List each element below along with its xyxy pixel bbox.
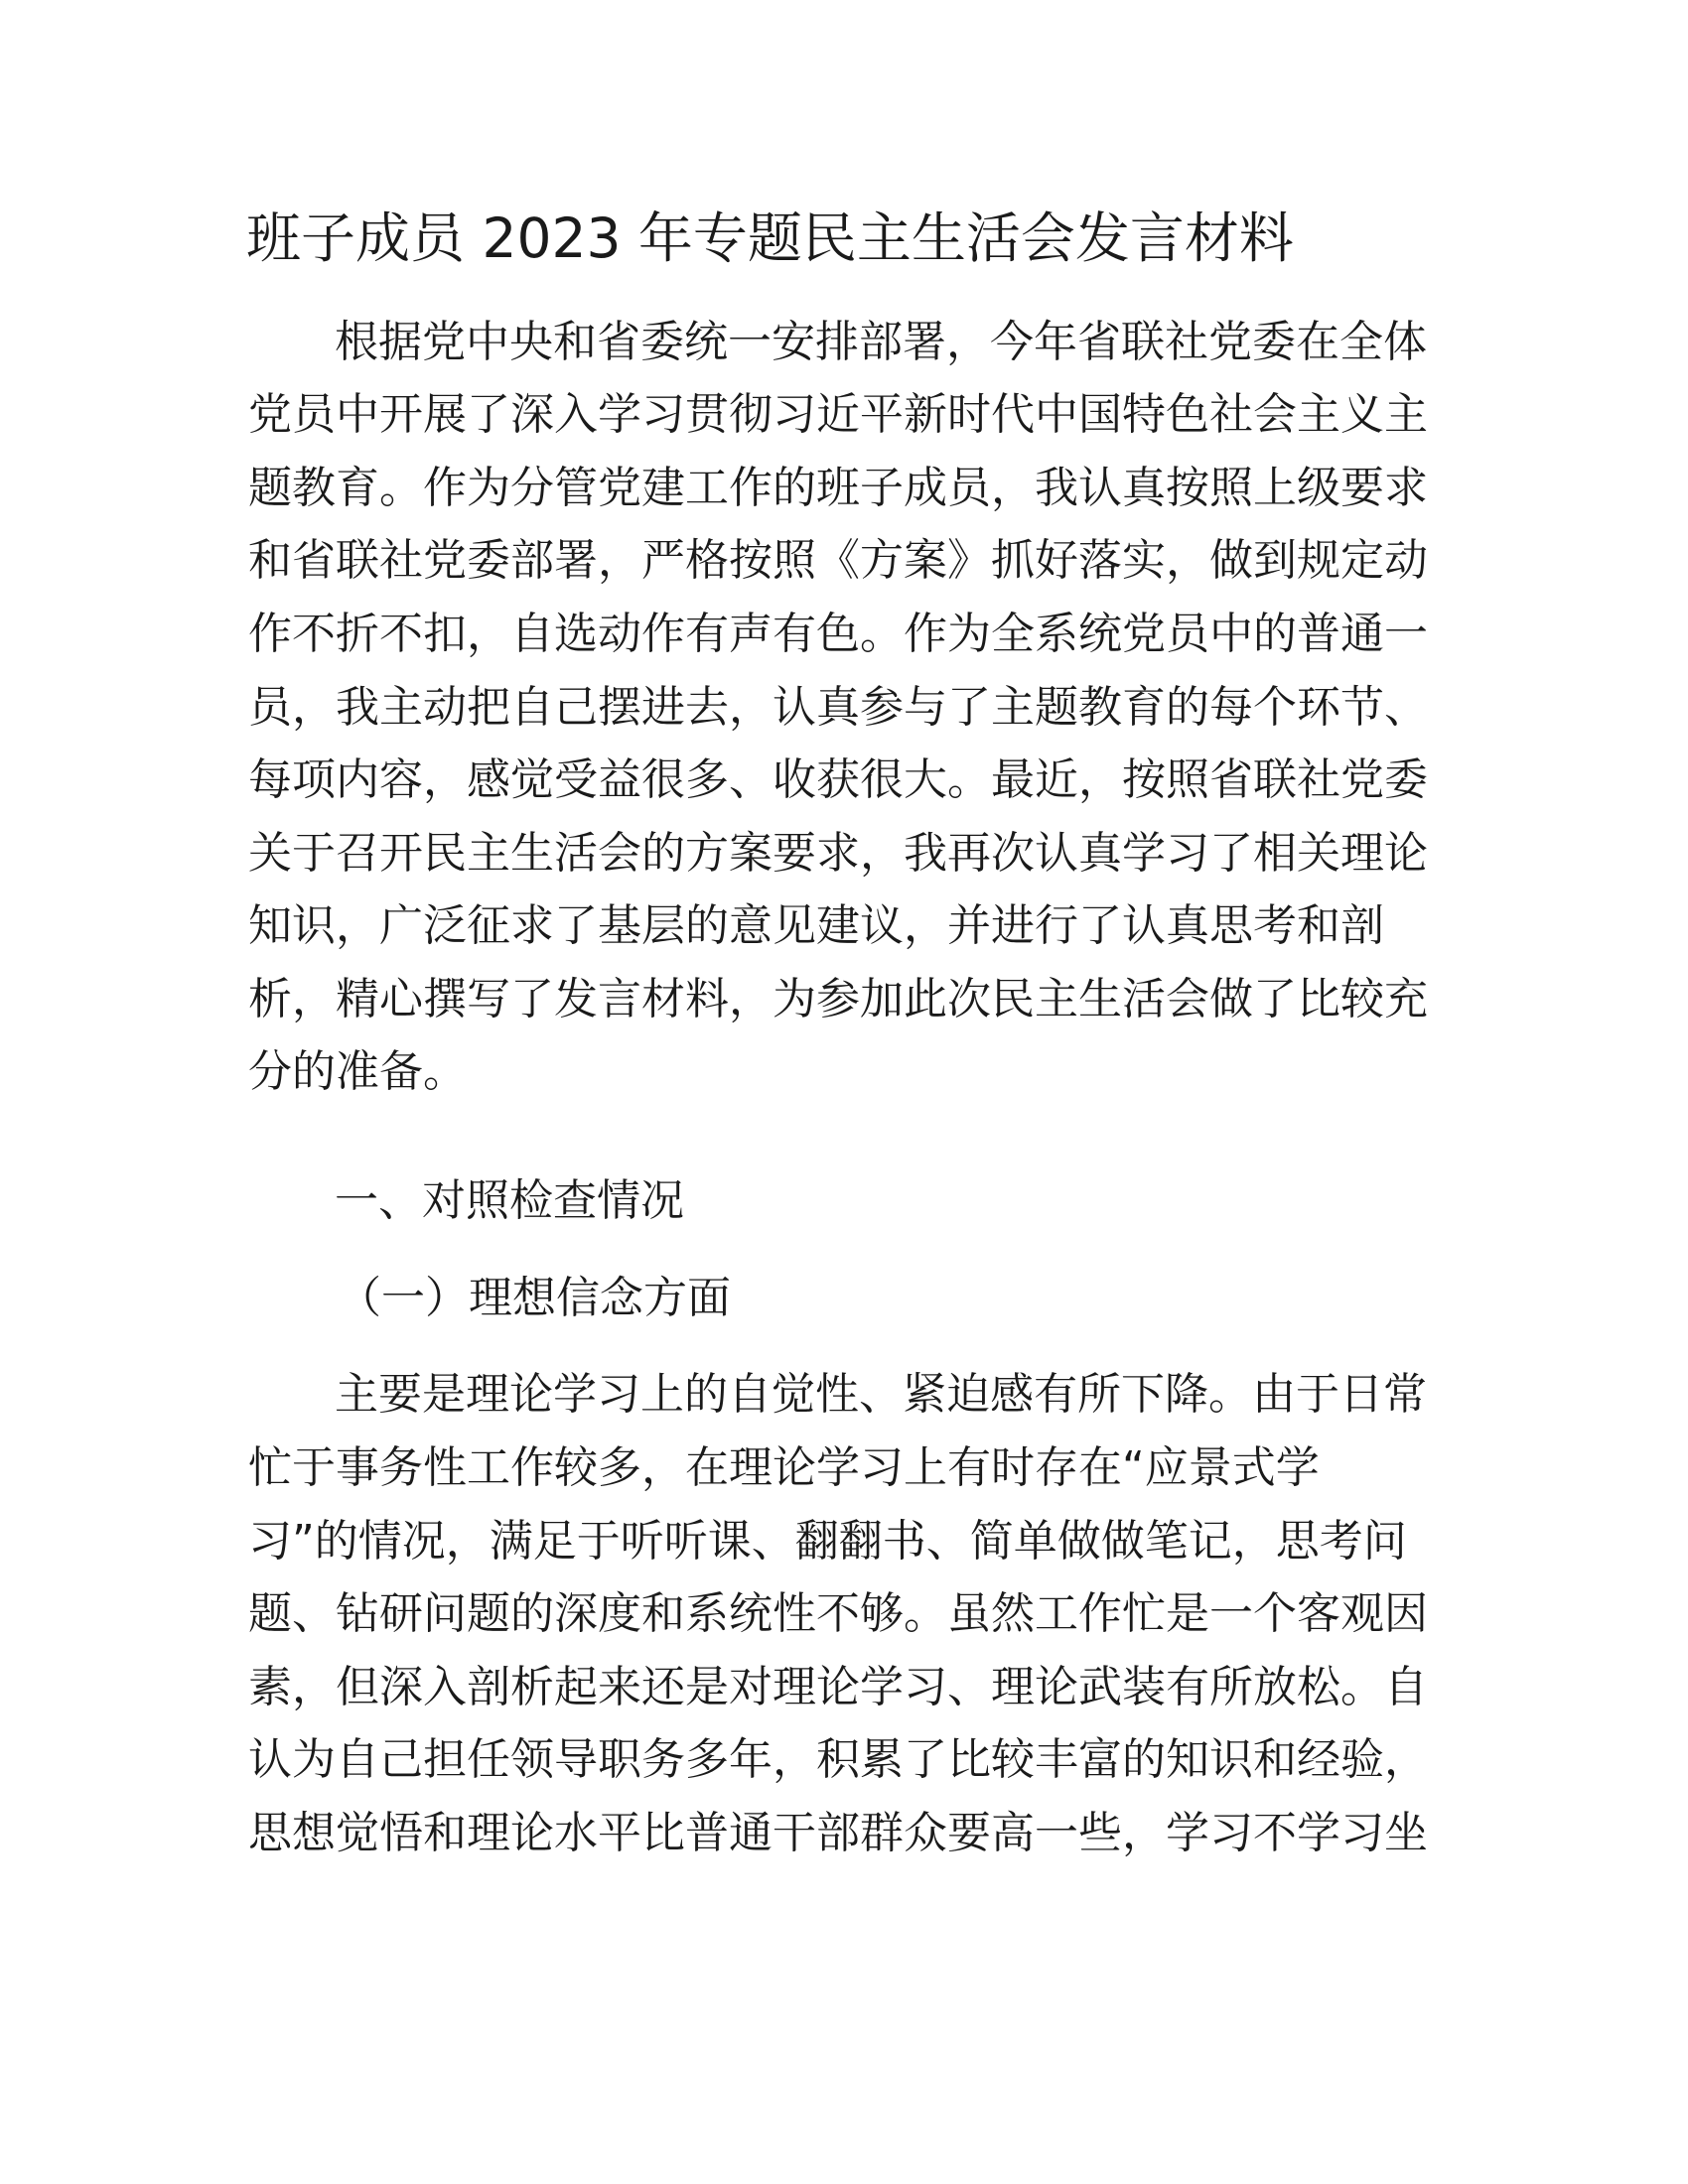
intro-line: 和省联社党委部署，严格按照《方案》抓好落实，做到规定动 — [248, 535, 1428, 586]
subsection-heading: （一）理想信念方面 — [338, 1273, 731, 1323]
intro-line: 员，我主动把自己摆进去，认真参与了主题教育的每个环节、 — [248, 682, 1428, 733]
intro-line: 党员中开展了深入学习贯彻习近平新时代中国特色社会主义主 — [248, 389, 1428, 440]
section-heading: 一、对照检查情况 — [335, 1175, 684, 1226]
intro-line: 每项内容，感觉受益很多、收获很大。最近，按照省联社党委 — [248, 754, 1428, 805]
body-line: 主要是理论学习上的自觉性、紧迫感有所下降。由于日常 — [335, 1369, 1427, 1420]
intro-line: 知识，广泛征求了基层的意见建议，并进行了认真思考和剖 — [248, 900, 1384, 951]
document-title: 班子成员 2023 年专题民主生活会发言材料 — [246, 206, 1294, 270]
body-line: 思想觉悟和理论水平比普通干部群众要高一些，学习不学习坐 — [248, 1808, 1428, 1858]
intro-line: 根据党中央和省委统一安排部署，今年省联社党委在全体 — [335, 317, 1427, 367]
intro-line: 分的准备。 — [248, 1046, 467, 1097]
body-line: 忙于事务性工作较多，在理论学习上有时存在“应景式学 — [248, 1442, 1320, 1493]
body-line: 素，但深入剖析起来还是对理论学习、理论武装有所放松。自 — [248, 1662, 1428, 1712]
body-line: 题、钻研问题的深度和系统性不够。虽然工作忙是一个客观因 — [248, 1588, 1428, 1639]
intro-line: 作不折不扣，自选动作有声有色。作为全系统党员中的普通一 — [248, 609, 1428, 659]
body-line: 习”的情况，满足于听听课、翻翻书、简单做做笔记，思考问 — [248, 1516, 1407, 1567]
body-line: 认为自己担任领导职务多年，积累了比较丰富的知识和经验， — [248, 1734, 1428, 1785]
intro-line: 析，精心撰写了发言材料，为参加此次民主生活会做了比较充 — [248, 974, 1428, 1024]
intro-line: 题教育。作为分管党建工作的班子成员，我认真按照上级要求 — [248, 463, 1428, 513]
intro-line: 关于召开民主生活会的方案要求，我再次认真学习了相关理论 — [248, 828, 1428, 879]
